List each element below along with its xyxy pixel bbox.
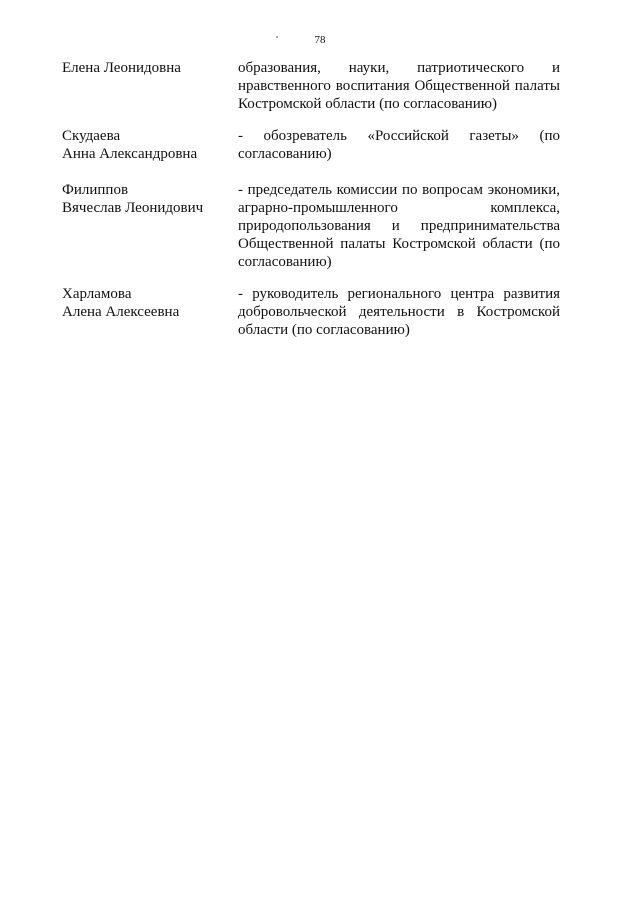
member-description (238, 285, 560, 339)
member-name-line: Скудаева (62, 128, 121, 144)
member-description-line: нравственного воспитания Общественной палаты (238, 78, 560, 94)
member-description-line: - обозреватель «Российской газеты» (по (238, 128, 560, 144)
member-description-line: природопользования и предпринимательства (238, 218, 560, 234)
member-name-line: Анна Александровна (62, 146, 198, 162)
member-name (62, 59, 234, 77)
member-description-line: аграрно-промышленного комплекса, (238, 200, 560, 216)
member-name-line: Филиппов (62, 182, 129, 198)
member-description-line: Костромской области (по согласованию) (238, 96, 498, 112)
member-description-line: области (по согласованию) (238, 322, 410, 338)
member-name (62, 127, 234, 163)
member-name-line: Алена Алексеевна (62, 304, 180, 320)
member-description-line: - председатель комиссии по вопросам экономики, (238, 182, 560, 198)
member-description (238, 181, 560, 271)
member-description-line: согласованию) (238, 146, 332, 162)
member-description-line: образования, науки, патриотического и (238, 60, 560, 76)
member-description (238, 127, 560, 163)
member-description-line: Общественной палаты Костромской области (по (238, 236, 560, 252)
page-number: 78 (314, 34, 326, 46)
member-name-line: Вячеслав Леонидович (62, 200, 204, 216)
member-name-line: Елена Леонидовна (62, 60, 181, 76)
member-description-line: добровольческой деятельности в Костромской (238, 304, 560, 320)
member-description-line: - руководитель регионального центра развития (238, 286, 560, 302)
member-name (62, 181, 234, 217)
member-name-line: Харламова (62, 286, 132, 302)
member-name (62, 285, 234, 321)
member-description (238, 59, 560, 113)
member-description-line: согласованию) (238, 254, 332, 270)
